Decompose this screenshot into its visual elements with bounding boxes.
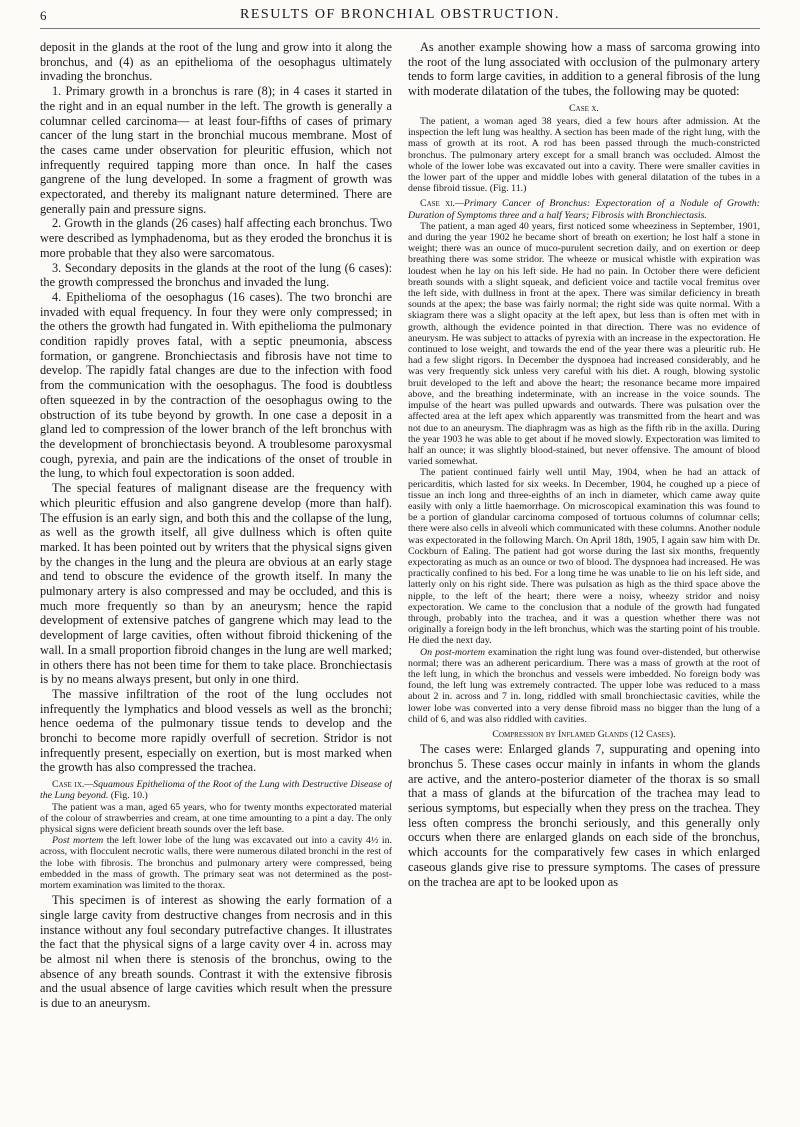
case-title: —Squamous Epithelioma of the Root of the Lung with Destructive Disease of the Lung beyond. (40, 779, 392, 802)
paragraph: 2. Growth in the glands (26 cases) half affecting each bronchus. Two were described as lymphadenoma, but as they eroded the bronchus it is more probable that they also were sarcomatous. (40, 216, 392, 260)
italic-term: Post mortem (52, 835, 104, 847)
case-paragraph: The patient was a man, aged 65 years, who for twenty months expectorated material of the colour of strawberries and cream, at one time amounting to a pint a day. The only physical signs were deficient breath sounds over the left base. (40, 801, 392, 835)
case-label: Case xi. (420, 198, 455, 210)
section-heading: Compression by Inflamed Glands (12 Cases). (492, 728, 676, 740)
paragraph: This specimen is of interest as showing the early formation of a single large cavity from destructive changes from necrosis and in this instance without any foul secondary putrefactive changes. It illustrates the fact that the physical signs of a large cavity over 4 in. across may be almost nil when there is stenosis of the bronchus, owing to the absence of any breath sounds. Contrast it with the extensive fibrosis and the usual absence of large cavities which result when the pressure is due to an aneurysm. (40, 893, 392, 1011)
paragraph: As another example showing how a mass of sarcoma growing into the root of the lung associated with occlusion of the pulmonary artery tends to form large cavities, in addition to a general fibrosis of the lung with moderate dilatation of the tubes, the following may be quoted: (408, 40, 760, 99)
case-label: Case ix. (52, 779, 85, 791)
case-heading (40, 779, 392, 801)
case-paragraph: The patient, a man aged 40 years, first noticed some wheeziness in September, 1901, and during the year 1902 he became short of breath on exertion; he lost half a stone in weight; there was an ounce of muco-purulent secretion daily, and on exertion or deep breathing there was some stridor. The wheeze or musical whistle with expiration was loudest when he lay on his left side. He had no pain. In October there were deficient breath sounds with a slight squeak, and deficient voice and tactile vocal fremitus over the left side, with dullness in front at the apex. There was similar deficiency in breath sounds at the apex; the base was fairly normal; the right side was quite normal. With a skiagram there was a slight opacity at the left apex, but less than is often met with in growth, although the evidence pointed in that direction. There was no evidence of aneurysm. He was subject to attacks of pyrexia with an increase in the expectoration. He continued to lose weight, and towards the end of the year there was a pleuritic rub. He had a few slight rigors. In December the dyspnoea had increased considerably, and he was very frequently sick unless very careful with his diet. A rough, blowing systolic bruit developed to the left and above the heart; the resonance became more impaired above, and the breathing indeterminate, with an increase in the voice sounds. The impulse of the heart was pulled upwards and outwards. There was pulsation over the affected area at the left apex which apparently was transmitted from the heart and was not due to an aneurysm. The diaphragm was as high as the fifth rib in the axilla. During the year 1903 he was able to get about if he moved slowly. Expectoration was limited to half an ounce; it was slightly blood-stained, but never offensive. The amount of blood varied somewhat. (408, 220, 760, 468)
right-column (408, 40, 760, 1120)
header-rule (40, 28, 760, 29)
paragraph: 4. Epithelioma of the oesophagus (16 cases). The two bronchi are invaded with equal frequency. In four they were only compressed; in the others the growth had fungated in. With epithelioma the pulmonary condition rapidly proves fatal, with a septic pneumonia, abscess formation, or gangrene. Bronchiectasis and fibrosis have not time to develop. The rapidly fatal changes are due to the infection with food from the communication with the oesophagus. The food is doubtless often squeezed in by the contraction of the oesophagus owing to the obstruction of its tube beyond by growth. In one case a deposit in a gland led to compression of the lower branch of the left bronchus with the development of bronchiectasis beyond. A troublesome paroxysmal cough, pyrexia, and pain are the indications of the onset of trouble in the lung, to which foul expectoration is soon added. (40, 289, 392, 481)
running-head: RESULTS OF BRONCHIAL OBSTRUCTION. (240, 7, 560, 22)
paragraph: 3. Secondary deposits in the glands at the root of the lung (6 cases): the growth compressed the bronchus and invaded the lung. (40, 260, 392, 290)
italic-term: On post-mortem (420, 646, 486, 658)
page-header (40, 4, 760, 28)
case-heading: Case x. (569, 102, 599, 114)
paragraph: The special features of malignant disease are the frequency with which pleuritic effusion and also gangrene develop (more than half). The effusion is an early sign, and both this and the collapse of the lung, as well as the growth itself, all give dullness which is often quite marked. It has been pointed out by writers that the physical signs given by the changes in the lung and the pleura are obvious at an early stage and tend to obscure the evidence of the growth itself. In many the pulmonary artery is also compressed and may be occluded, and this is much more frequently so than by an aneurysm; hence the rapid development of extensive patches of gangrene which may lead to the development of large cavities, often without fibroid thickening of the wall. In a small proportion fibroid changes in the lung are well marked; in others there has not been time for them to take place. Bronchiectasis is by no means always present, but only in one third. (40, 481, 392, 687)
case-heading (408, 198, 760, 220)
case-paragraph: The patient continued fairly well until May, 1904, when he had an attack of pericarditis, which lasted for six weeks. In December, 1904, he coughed up a piece of tissue an inch long and three-eighths of an inch in diameter, which came away quite easily with only a little haemorrhage. On microscopical examination this was found to be a portion of glandular carcinoma composed of tortuous columns of columnar cells; there were also cells in alveoli which communicated with these columns. Another nodule was expectorated in the following March. On April 18th, 1905, I again saw him with Dr. Cockburn of Ealing. The patient had got worse during the last six months, frequently expectorating as much as an ounce or two of blood. The dyspnoea had increased. He was practically confined to his bed. For a long time he was unable to lie on his left side, and latterly only on his right side. There was pulsation as high as the third space above the nipple, to the left of the heart; there were a noisy, wheezy stridor and noisy expectoration. We came to the conclusion that a nodule of the growth had fungated through, probably into the trachea, and it was a question whether there was not originally a foreign body in the left bronchus, which was the starting point of his trouble. He died the next day. (408, 467, 760, 647)
page-number: 6 (40, 8, 47, 23)
paragraph: The massive infiltration of the root of the lung occludes not infrequently the lymphatics and blood vessels as well as the bronchi; hence oedema of the pulmonary tissue tends to develop and the bronchi to become more rapidly overfull of secretion. Stridor is not infrequently present, especially on exertion, but is most marked when the growth has also compressed the trachea. (40, 686, 392, 775)
case-paragraph (40, 835, 392, 891)
paragraph: deposit in the glands at the root of the lung and grow into it along the bronchus, and (4) as an epithelioma of the oesophagus ultimately invading the bronchus. (40, 40, 392, 84)
case-text: examination the right lung was found over-distended, but otherwise normal; there was an adherent pericardium. There was a mass of growth at the root of the left lung, in which the bronchus and vessels were imbedded. No foreign body was found, the left lung was extremely contracted. The upper lobe was reduced to a mass about 2 in. across and 7 in. long, riddled with small bronchiectasic cavities, while the lower lobe was converted into a very dense fibroid mass no bigger than the lung of a child of 6, and was also riddled with cavities. (408, 646, 760, 725)
case-paragraph (408, 647, 760, 725)
case-title: —Primary Cancer of Bronchus: Expectoration of a Nodule of Growth: Duration of Symptoms three and a half Years; Fibrosis with Bronchiectasis. (408, 198, 760, 221)
case-text: the left lower lobe of the lung was excavated out into a cavity 4½ in. across, with flocculent necrotic walls, there were numerous dilated bronchi in the rest of the lobe with fibrosis. The bronchus and pulmonary artery were compressed, being embedded in the mass of growth. The primary seat was not determined as the post-mortem examination was limited to the thorax. (40, 835, 392, 891)
paragraph: The cases were: Enlarged glands 7, suppurating and opening into bronchus 5. These cases occur mainly in infants in whom the glands are active, and the antero-posterior diameter of the thorax is so small that a mass of glands at the bifurcation of the trachea may lead to serious symptoms, but especially when they press on the trachea. They less often compress the bronchi seriously, and this generally only occurs when there are enlarged glands on each side of the bronchus, which accounts for the comparatively few cases in which enlarged caseous glands give rise to pressure symptoms. The cases of pressure on the trachea are apt to be looked upon as (408, 742, 760, 889)
case-paragraph: The patient, a woman aged 38 years, died a few hours after admission. At the inspection the left lung was healthy. A section has been made of the right lung, with the mass of growth at its root. A rod has been passed through the much-constricted bronchus. The pulmonary artery except for a small branch was occluded. Almost the whole of the lower lobe was excavated out into a cavity. There were smaller cavities in the lower part of the upper and middle lobes with general dilatation of the tubes in a dense fibroid tissue. (Fig. 11.) (408, 116, 760, 195)
figure-ref: (Fig. 10.) (108, 790, 148, 802)
left-column (40, 40, 392, 1120)
paragraph: 1. Primary growth in a bronchus is rare (8); in 4 cases it started in the right and in an equal number in the left. The growth is generally a columnar celled carcinoma— at least four-fifths of cases of primary cancer of the lung start in the bronchial mucous membrane. Most of the cases came under observation for pleuritic effusion, which not infrequently required tapping more than once. In half the cases gangrene of the lung developed. In some a fragment of growth was expectorated, and thereby its malignant nature determined. There are generally pain and pressure signs. (40, 84, 392, 216)
